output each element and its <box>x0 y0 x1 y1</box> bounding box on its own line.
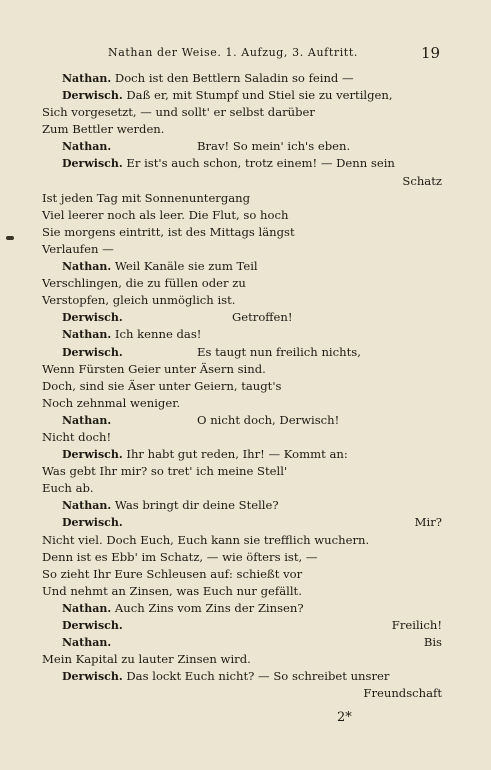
verse-line <box>42 275 442 292</box>
speaker-name: Derwisch. <box>62 670 123 684</box>
speaker-name: Nathan. <box>62 636 112 650</box>
verse-line <box>42 258 442 275</box>
speaker-name: Derwisch. <box>62 448 123 462</box>
speaker-name: Nathan. <box>62 499 112 513</box>
verse-line <box>42 446 442 463</box>
line-text: Zum Bettler werden. <box>42 122 165 137</box>
line-text: Ist jeden Tag mit Sonnenuntergang <box>42 190 251 205</box>
verse-line <box>42 224 442 241</box>
verse-line <box>42 617 442 634</box>
verse-line <box>42 463 442 480</box>
line-text: Verlaufen — <box>42 241 114 256</box>
verse-line <box>42 497 442 514</box>
line-text-right: Schatz <box>402 173 442 188</box>
verse-line <box>42 70 442 87</box>
verse-line <box>42 155 442 172</box>
verse-text <box>42 70 442 702</box>
line-text-continued: Es taugt nun freilich nichts, <box>197 344 361 359</box>
verse-line <box>42 583 442 600</box>
verse-line <box>42 514 442 531</box>
line-text: Auch Zins vom Zins der Zinsen? <box>114 600 304 615</box>
line-text: Was bringt dir deine Stelle? <box>114 498 279 513</box>
verse-line <box>42 651 442 668</box>
verse-line <box>42 549 442 566</box>
verse-line <box>42 309 442 326</box>
speaker-name: Derwisch. <box>62 89 123 103</box>
line-text: Sich vorgesetzt, — und sollt' er selbst darüber <box>42 105 315 120</box>
line-text-right: Freilich! <box>391 618 442 632</box>
line-text: Daß er, mit Stumpf und Stiel sie zu vertilgen, <box>126 88 393 103</box>
speaker-name: Derwisch. <box>62 311 123 325</box>
line-text: Doch, sind sie Äser unter Geiern, taugt's <box>42 378 282 393</box>
speaker-name: Nathan. <box>62 260 112 274</box>
verse-line <box>42 241 442 258</box>
line-text: Was gebt Ihr mir? so tret' ich meine Stell' <box>42 464 288 479</box>
page-number: 19 <box>421 44 441 62</box>
line-text: Und nehmt an Zinsen, was Euch nur gefällt. <box>42 583 302 598</box>
line-text: Verschlingen, die zu füllen oder zu <box>42 276 246 291</box>
verse-line <box>42 207 442 224</box>
line-text: Das lockt Euch nicht? — So schreibet unsrer <box>126 669 390 684</box>
signature-mark: 2* <box>337 710 352 725</box>
line-text: Noch zehnmal weniger. <box>42 395 181 410</box>
speaker-name: Nathan. <box>62 328 112 342</box>
verse-line <box>42 566 442 583</box>
line-text: Verstopfen, gleich unmöglich ist. <box>42 293 236 308</box>
verse-line <box>42 326 442 343</box>
verse-line <box>42 668 442 685</box>
verse-line <box>42 395 442 412</box>
speaker-name: Nathan. <box>62 413 112 427</box>
line-text: Nicht viel. Doch Euch, Euch kann sie trefflich wuchern. <box>42 532 370 547</box>
verse-line <box>42 190 442 207</box>
line-text: Weil Kanäle sie zum Teil <box>114 259 258 274</box>
line-text-continued: Getroffen! <box>232 310 293 325</box>
speaker-name: Derwisch. <box>62 157 123 171</box>
line-text: Ihr habt gut reden, Ihr! — Kommt an: <box>126 447 348 462</box>
verse-line <box>42 87 442 104</box>
line-text-right: Mir? <box>414 515 442 530</box>
verse-line <box>42 292 442 309</box>
verse-line <box>42 429 442 446</box>
line-text: Denn ist es Ebb' im Schatz, — wie öfters ist, — <box>42 549 318 564</box>
verse-line <box>42 378 442 395</box>
line-text-continued: O nicht doch, Derwisch! <box>197 412 340 427</box>
line-text-right: Freundschaft <box>363 686 442 701</box>
speaker-name: Nathan. <box>62 140 112 154</box>
line-text: Mein Kapital zu lauter Zinsen wird. <box>42 652 251 667</box>
line-text: Nicht doch! <box>42 429 112 444</box>
verse-line <box>42 104 442 121</box>
page-header <box>0 44 491 62</box>
verse-line <box>42 480 442 497</box>
verse-line <box>42 173 442 190</box>
verse-line <box>42 634 442 651</box>
speaker-name: Derwisch. <box>62 345 123 359</box>
verse-line <box>42 532 442 549</box>
verse-line <box>42 344 442 361</box>
margin-mark <box>6 236 14 240</box>
line-text: Wenn Fürsten Geier unter Äsern sind. <box>42 361 266 376</box>
line-text: So zieht Ihr Eure Schleusen auf: schießt vor <box>42 566 303 581</box>
speaker-name: Nathan. <box>62 601 112 615</box>
verse-line <box>42 685 442 702</box>
line-text: Ich kenne das! <box>114 327 202 342</box>
line-text: Er ist's auch schon, trotz einem! — Denn sein <box>126 156 395 171</box>
speaker-name: Nathan. <box>62 72 112 85</box>
line-text: Sie morgens eintritt, ist des Mittags längst <box>42 224 295 239</box>
verse-line <box>42 121 442 138</box>
verse-line <box>42 361 442 378</box>
verse-line <box>42 412 442 429</box>
line-text-right: Bis <box>423 635 442 650</box>
line-text-continued: Brav! So mein' ich's eben. <box>197 139 351 154</box>
verse-line <box>42 600 442 617</box>
speaker-name: Derwisch. <box>62 619 123 632</box>
line-text: Euch ab. <box>42 481 94 496</box>
speaker-name: Derwisch. <box>62 516 123 530</box>
line-text: Doch ist den Bettlern Saladin so feind — <box>114 71 354 85</box>
verse-line <box>42 138 442 155</box>
running-head: Nathan der Weise. 1. Aufzug, 3. Auftritt. <box>108 46 358 59</box>
line-text: Viel leerer noch als leer. Die Flut, so hoch <box>42 207 289 222</box>
